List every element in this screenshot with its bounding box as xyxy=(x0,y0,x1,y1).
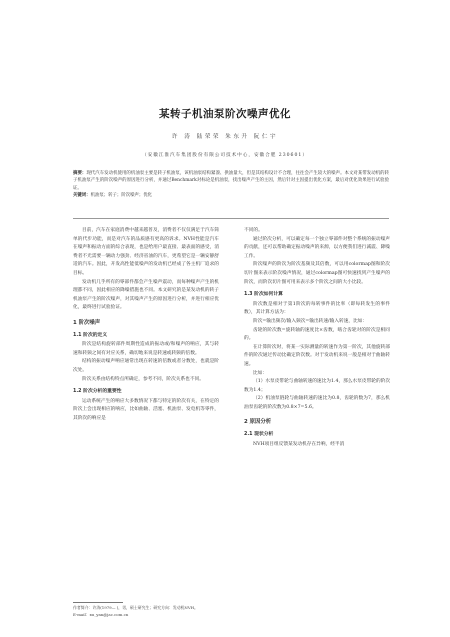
section-paragraph: 结构的振动噪声响应通常出现在转速的倍数或者分数处，也就是阶次处。 xyxy=(73,359,219,373)
paper-title: 某转子机油泵阶次噪声优化 xyxy=(159,108,291,120)
abstract-label: 摘要： xyxy=(73,171,87,176)
section-heading-2: 2 原因分析 xyxy=(244,419,272,426)
list-item: （1）水泵皮带轮与曲轴转速的速比为1.4，那么水泵皮带轮的阶次数为1.4； xyxy=(244,379,391,393)
paper-affiliation: （安徽江淮汽车集团股份有限公司技术中心，安徽合肥 230601） xyxy=(142,153,308,158)
section-heading-1: 1 阶次噪声 xyxy=(73,319,101,326)
abstract-text: 现代汽车发动机使用的机油泵主要是转子机油泵，该机油泵结构紧凑、供油量大，但是其结构设计不合理，往往会产生较大的噪声。本文对某带发动机的转子机油泵产生的阶次噪声的原因进行分析，并通过Benchmark对标论是机油泵，找出噪声产生的主因，然后针对主因提出优化方案，最后对优化效果进行试验验证。 xyxy=(73,171,389,191)
section-paragraph: 在计算阶次时，将某一实际测量的转速作为第一阶次，其他旋转部件的阶次通过传动比确定阶次数。对于发动机来说一般是相对于曲轴转速。 xyxy=(244,344,390,367)
abstract-block xyxy=(73,170,389,200)
list-item: （2）机油泵链轮与曲轴转速的速比为0.8，齿轮的数为7，那么机油泵齿轮的阶次数为0.8×7=5.6。 xyxy=(244,396,390,410)
paper-authors: 许 涛 陆荣荣 朱东升 阮仁宇 xyxy=(171,134,279,140)
right-column xyxy=(244,227,390,449)
section-paragraph: 阶次数是相对于第1阶次的每转事件的比率（即每转发生的事件数），其计算方法为： xyxy=(244,301,390,316)
subsection-heading-1-3: 1.3 阶次如何计算 xyxy=(244,292,283,298)
section-paragraph: 通过阶次分析，可以确定每一个独立零部件对整个系统的振动噪声的贡献，还可以帮助确定振动噪声的来源，以方便我们进行减震、降噪工作。 xyxy=(244,236,390,259)
section-paragraph: 不同的。 xyxy=(244,228,263,233)
footnote-email: E-mail：xu_yan@jac.com.cn xyxy=(73,611,129,617)
section-paragraph: 阶次是结构旋转部件周期性造成的振动或/和噪声的响应，其与转速和转频之间有对应关系，确切地来说是转速或转频的倍数。 xyxy=(73,342,219,356)
left-column xyxy=(73,227,219,423)
subsection-heading-1-2: 1.2 阶次分析的重要性 xyxy=(73,389,122,395)
keywords-label: 关键词： xyxy=(73,193,91,199)
footnote-author: 作者简介：许涛(1979— )，男，硕士研究生；研究方向：发动机NVH。 xyxy=(73,605,198,610)
section-paragraph: 阶次=输出频次/输入频次=输出转速/输入转速，比如： xyxy=(253,318,368,324)
footnote xyxy=(73,605,273,618)
section-paragraph: 比如： xyxy=(253,370,268,376)
section-paragraph: NVH项目组反馈某发动机存在异响，经半消 xyxy=(253,441,345,447)
intro-paragraph: 目前，汽车在家庭消费中越来越普及，消费者不仅仅满足于汽车简单的代步功能，而是对汽车的品质感有更高的诉求。NVH性能是汽车在噪声和振动方面的综合表现，也是给用户最直接、最表面的感受，消费者不光需要一辆动力强劲、经济省油的汽车，更希望它是一辆安静舒适的汽车。因此，开发高性能低噪声的发动机已经成了各主机厂追求的目标。 xyxy=(73,228,219,276)
abstract xyxy=(73,170,389,192)
subsection-heading-2-1: 2.1 现状分析 xyxy=(244,432,274,438)
footnote-rule xyxy=(73,602,123,603)
abstract-divider xyxy=(73,218,389,219)
keywords xyxy=(73,192,389,199)
keywords-text: 机油泵；转子；阶次噪声；优化 xyxy=(90,193,153,199)
section-paragraph: 阶次噪声的阶次为阶次基频及其倍数，可以用colormap图和阶次切片图来表示阶次噪声情况，通过colormap图可快速找到产生噪声的阶次，而阶次切片图可用来表示多个阶次之间的大小比较。 xyxy=(244,262,390,285)
intro-paragraph: 发动机几乎所有的零部件都会产生噪声震动，而每种噪声产生的机理都不同，因此相应的降噪措施也不同。本文研究的是某发动机的转子机油泵产生的阶次噪声，对其噪声产生的原因进行分析，并进行相应优化，最终进行试验验证。 xyxy=(73,279,219,311)
section-paragraph: 阶次关系由结构特点所确定，参考不同，阶次关系也不同。 xyxy=(82,376,204,382)
subsection-heading-1-1: 1.1 阶次的定义 xyxy=(73,332,108,338)
section-paragraph: 齿轮的阶次数=旋转轴的速度比×齿数，啮合齿轮对的阶次是相同的。 xyxy=(244,327,390,342)
section-paragraph: 运动系统产生的响应大多数情况下都与特定的阶次有关，在特定的阶次上会出现相应的响应，比如曲轴、活塞、机油泵、发电机等零件，其阶次的响应是 xyxy=(73,398,219,421)
